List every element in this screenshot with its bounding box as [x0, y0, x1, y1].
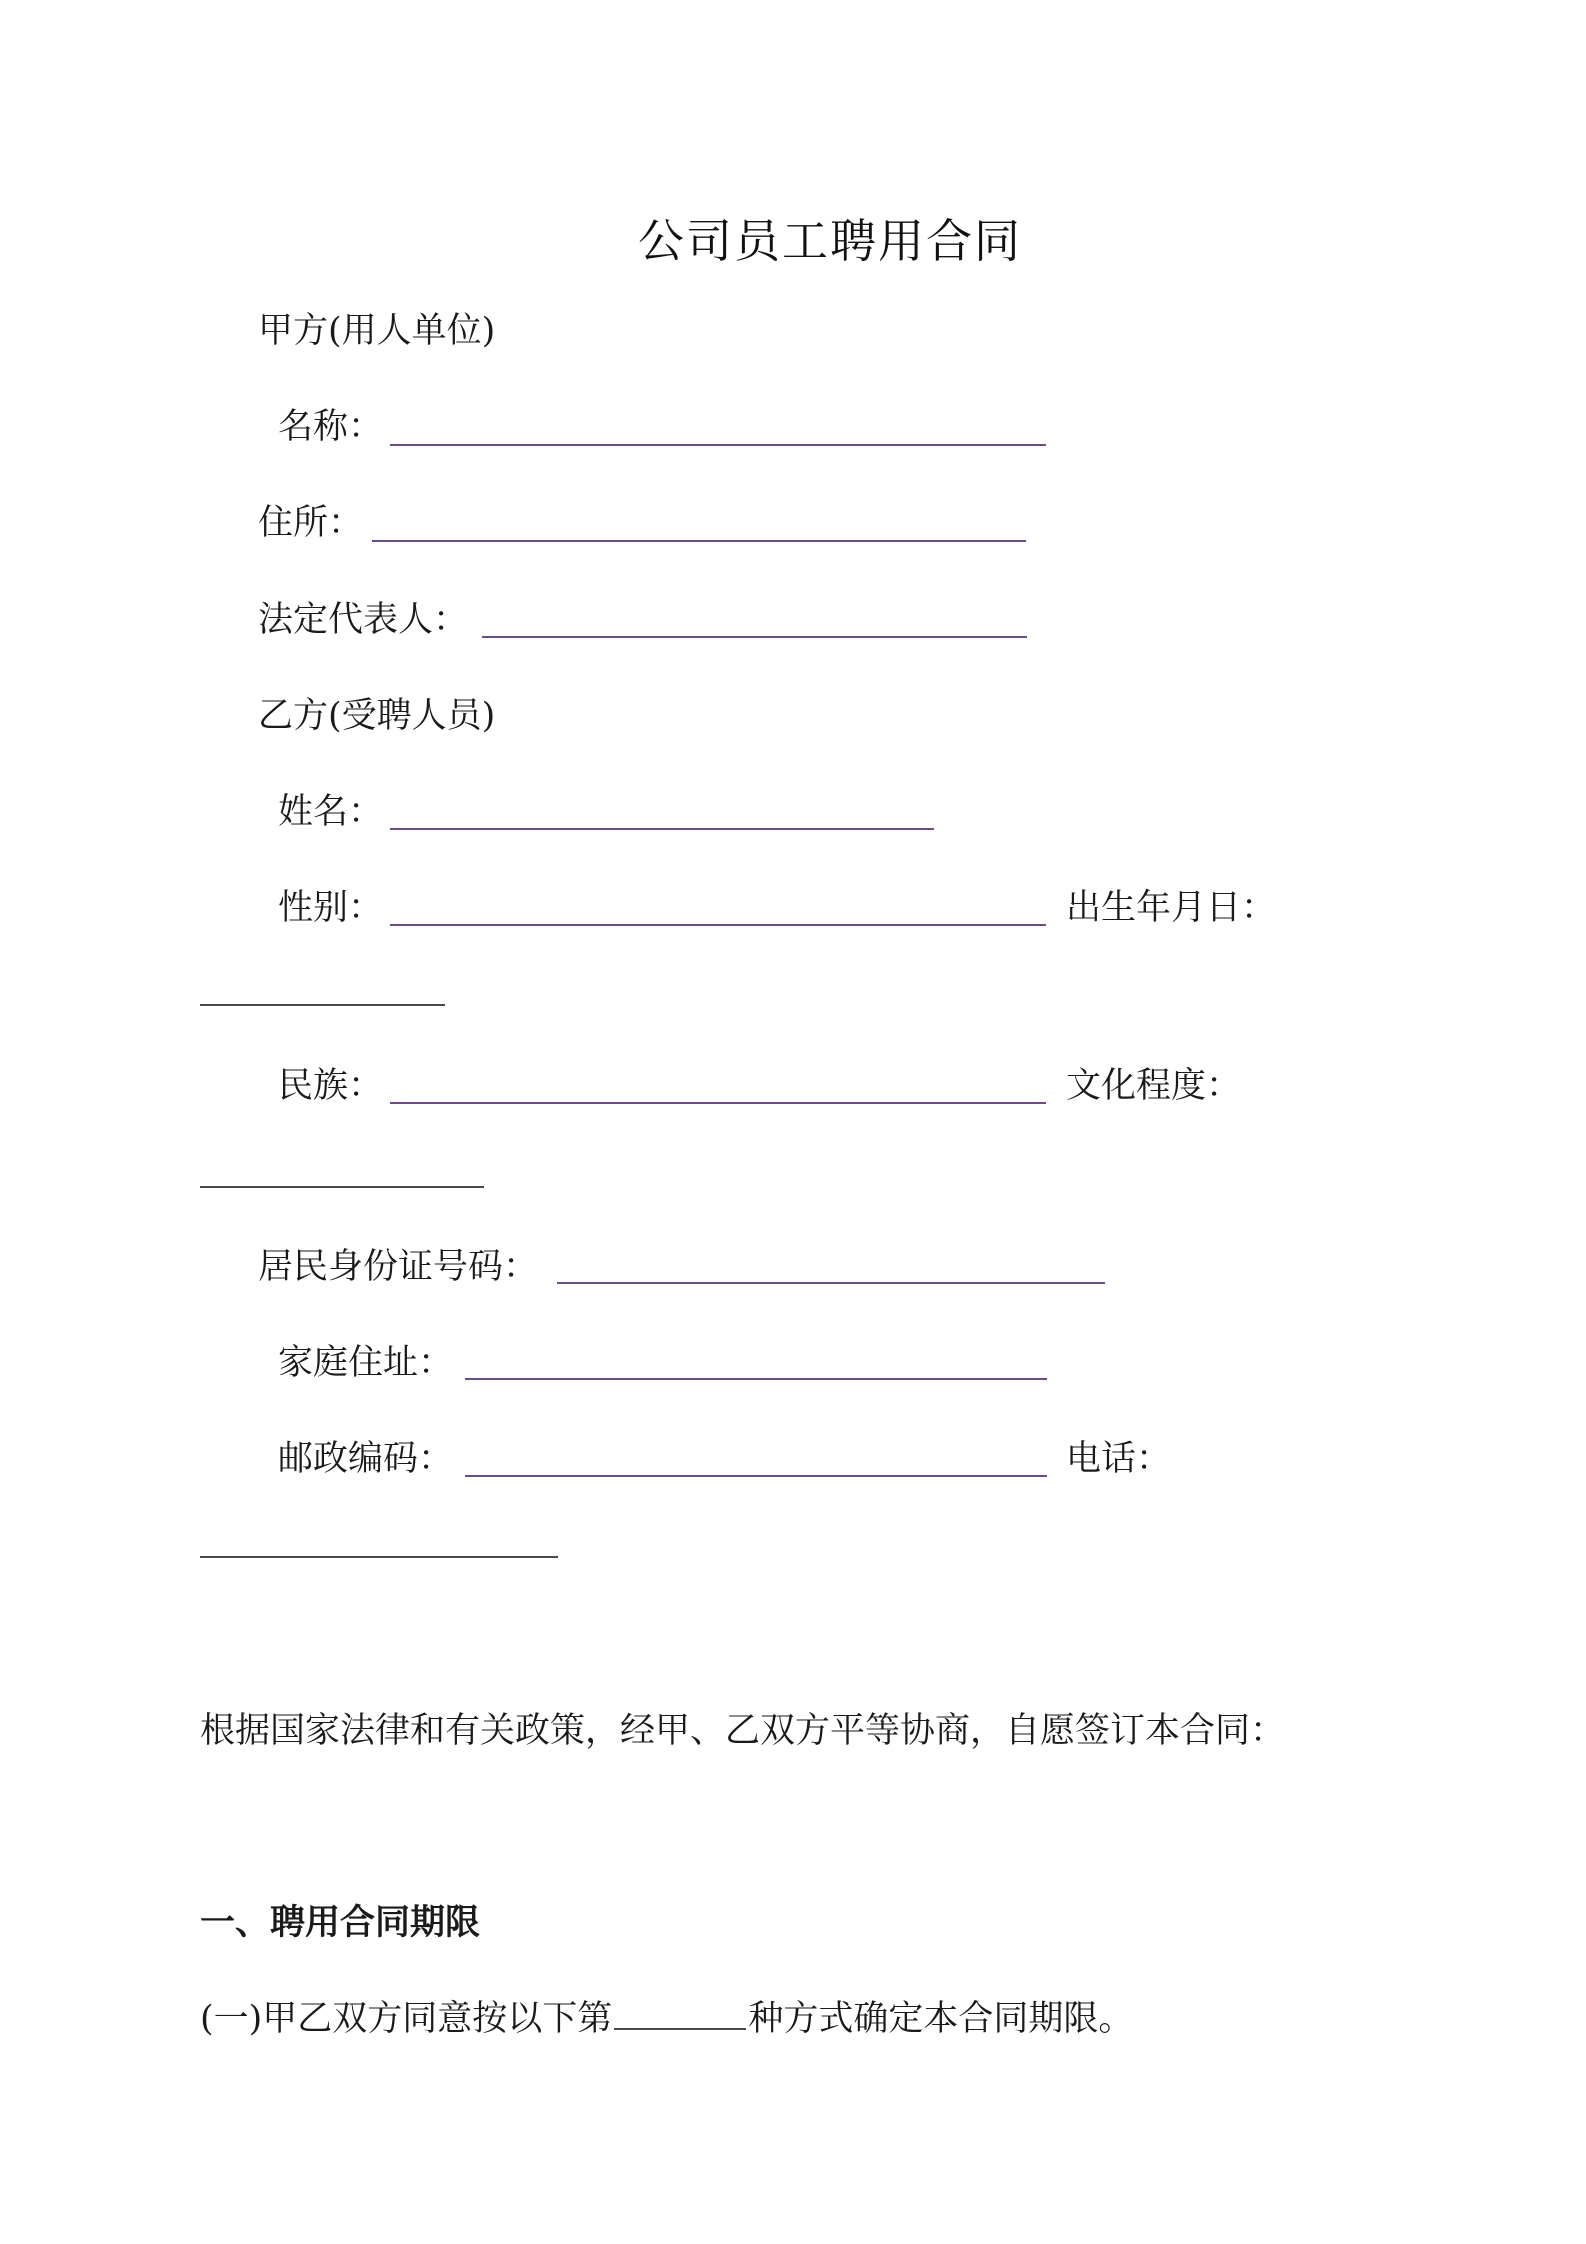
party-b-ethnicity-field[interactable]: [390, 1102, 1046, 1104]
party-a-name-label: 名称：: [278, 407, 384, 447]
party-a-address-label: 住所：: [258, 503, 364, 543]
party-b-home-address-label: 家庭住址：: [278, 1343, 454, 1383]
party-b-postal-code-label: 邮政编码：: [278, 1439, 454, 1479]
clause-1-text-after: 种方式确定本合同期限。: [748, 1999, 1134, 2039]
party-b-education-field[interactable]: [200, 1186, 484, 1188]
party-b-header: 乙方(受聘人员): [258, 696, 496, 736]
party-a-legal-rep-label: 法定代表人：: [258, 600, 469, 640]
document-title: 公司员工聘用合同: [638, 214, 1022, 268]
party-b-id-number-field[interactable]: [557, 1282, 1105, 1284]
party-b-postal-code-field[interactable]: [465, 1475, 1047, 1477]
party-b-birthdate-field[interactable]: [200, 1004, 445, 1006]
party-b-home-address-field[interactable]: [465, 1378, 1047, 1380]
party-b-phone-label: 电话：: [1066, 1439, 1172, 1479]
party-b-phone-field[interactable]: [200, 1556, 558, 1558]
section-1-clause-1: [200, 1996, 1133, 2042]
party-b-name-label: 姓名：: [278, 792, 384, 832]
contract-term-method-field[interactable]: [614, 1998, 746, 2030]
party-b-gender-label: 性别：: [278, 888, 384, 928]
party-b-id-number-label: 居民身份证号码：: [258, 1247, 539, 1287]
party-b-name-field[interactable]: [390, 828, 934, 830]
party-a-header: 甲方(用人单位): [258, 311, 496, 351]
party-b-ethnicity-label: 民族：: [278, 1066, 384, 1106]
preamble-text: 根据国家法律和有关政策，经甲、乙双方平等协商，自愿签订本合同：: [200, 1711, 1286, 1751]
party-b-education-label: 文化程度：: [1066, 1066, 1242, 1106]
party-a-name-field[interactable]: [390, 444, 1046, 446]
clause-1-text-before: (一)甲乙双方同意按以下第: [200, 1999, 613, 2039]
party-b-birthdate-label: 出生年月日：: [1066, 888, 1277, 928]
party-a-address-field[interactable]: [372, 540, 1026, 542]
party-b-gender-field[interactable]: [390, 924, 1046, 926]
section-1-heading: 一、聘用合同期限: [200, 1902, 481, 1943]
party-a-legal-rep-field[interactable]: [482, 636, 1027, 638]
